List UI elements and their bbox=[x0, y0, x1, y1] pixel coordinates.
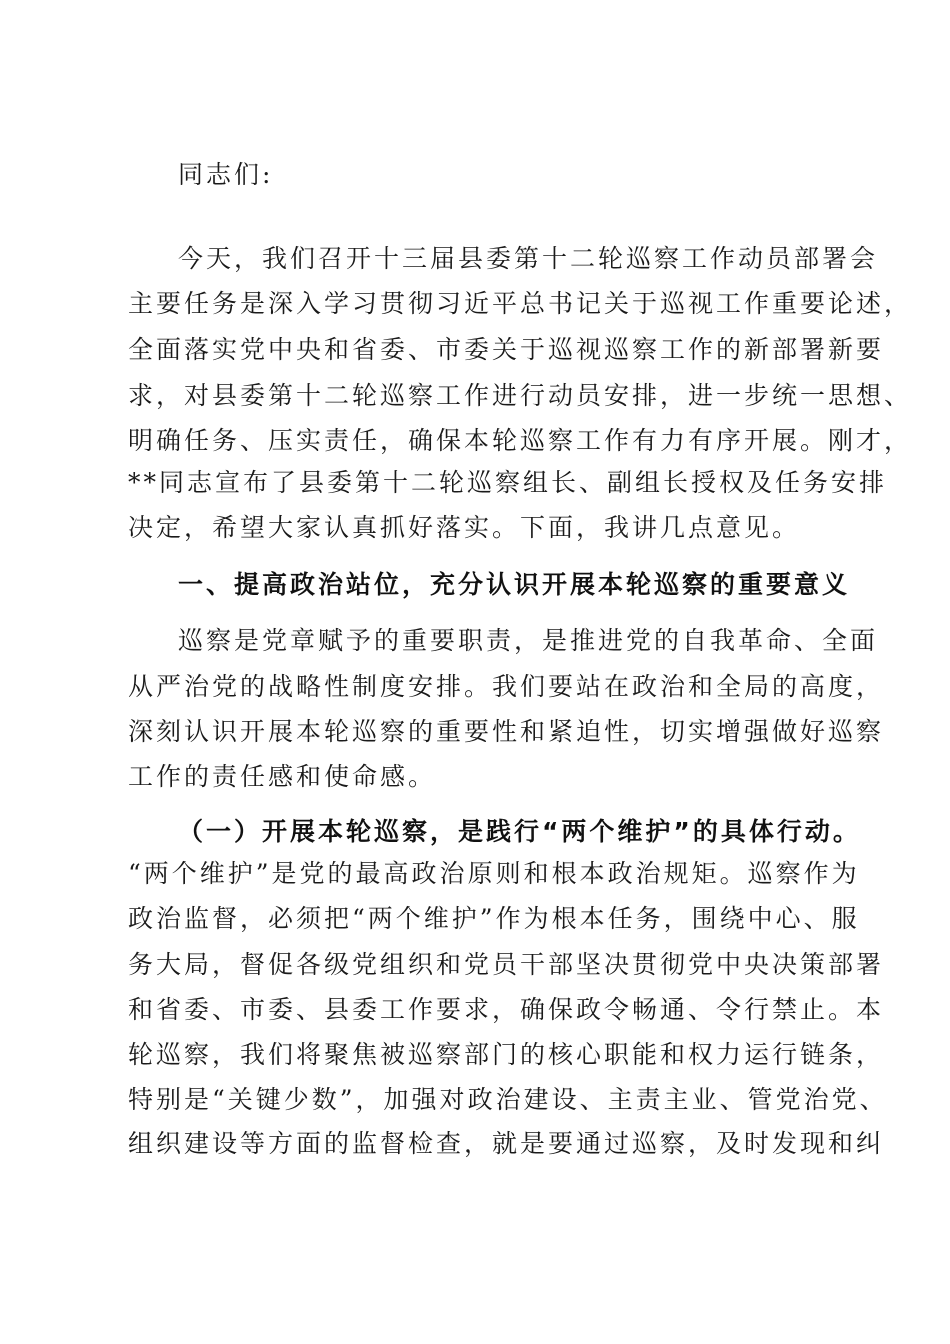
paragraph-1-line: 求，对县委第十二轮巡察工作进行动员安排，进一步统一思想、 bbox=[128, 381, 913, 410]
section-heading-1: 一、提高政治站位，充分认识开展本轮巡察的重要意义 bbox=[178, 570, 851, 599]
paragraph-3-line: 政治监督，必须把“两个维护”作为根本任务，围绕中心、服 bbox=[128, 904, 860, 933]
paragraph-3-line: 和省委、市委、县委工作要求，确保政令畅通、令行禁止。本 bbox=[128, 995, 885, 1024]
paragraph-1-line: 全面落实党中央和省委、市委关于巡视巡察工作的新部署新要 bbox=[128, 335, 885, 364]
paragraph-3-line: 组织建设等方面的监督检查，就是要通过巡察，及时发现和纠 bbox=[128, 1129, 885, 1158]
paragraph-1-line: **同志宣布了县委第十二轮巡察组长、副组长授权及任务安排 bbox=[128, 468, 888, 497]
subsection-heading-1: （一）开展本轮巡察，是践行“两个维护”的具体行动。 bbox=[178, 817, 861, 846]
paragraph-1-line: 今天，我们召开十三届县委第十二轮巡察工作动员部署会 bbox=[178, 244, 879, 273]
paragraph-2-line: 巡察是党章赋予的重要职责，是推进党的自我革命、全面 bbox=[178, 626, 879, 655]
paragraph-1-line: 主要任务是深入学习贯彻习近平总书记关于巡视工作重要论述， bbox=[128, 289, 913, 318]
paragraph-2-line: 工作的责任感和使命感。 bbox=[128, 762, 437, 791]
paragraph-2-line: 从严治党的战略性制度安排。我们要站在政治和全局的高度， bbox=[128, 672, 885, 701]
paragraph-1-line: 决定，希望大家认真抓好落实。下面，我讲几点意见。 bbox=[128, 513, 801, 542]
paragraph-3-line: 特别是“关键少数”，加强对政治建设、主责主业、管党治党、 bbox=[128, 1085, 888, 1114]
paragraph-1-line: 明确任务、压实责任，确保本轮巡察工作有力有序开展。刚才， bbox=[128, 426, 913, 455]
salutation: 同志们: bbox=[178, 160, 274, 189]
paragraph-3-line: 务大局，督促各级党组织和党员干部坚决贯彻党中央决策部署 bbox=[128, 950, 885, 979]
paragraph-3-line: 轮巡察，我们将聚焦被巡察部门的核心职能和权力运行链条， bbox=[128, 1040, 885, 1069]
paragraph-3-line: “两个维护”是党的最高政治原则和根本政治规矩。巡察作为 bbox=[128, 859, 860, 888]
paragraph-2-line: 深刻认识开展本轮巡察的重要性和紧迫性，切实增强做好巡察 bbox=[128, 717, 885, 746]
